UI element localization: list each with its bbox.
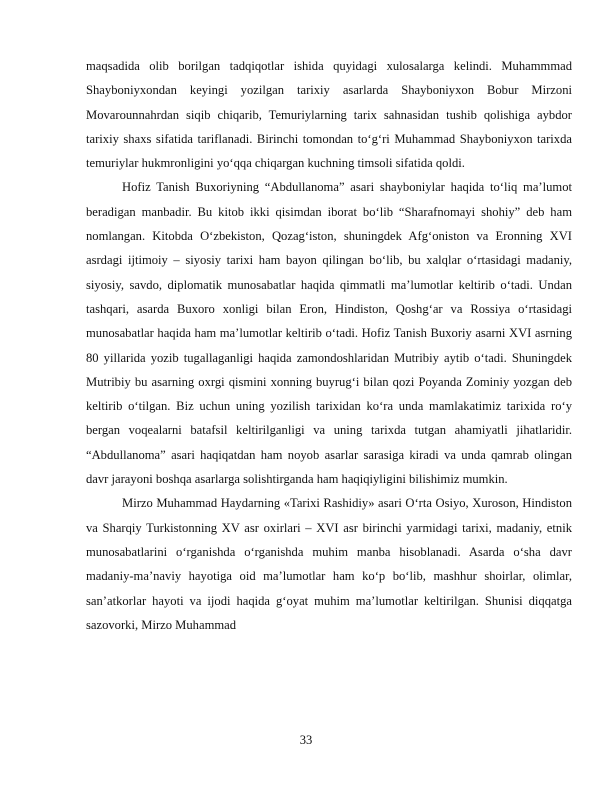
document-page [86,54,572,637]
paragraph-continuation: maqsadida olib borilgan tadqiqotlar ishida quyidagi xulosalarga kelindi. Muhammmad Shayboniyxondan keyingi yozilgan tarixiy asarlarda Shayboniyxon Bobur Mirzoni Movarounnahrdan siqib chiqarib, Temuriylarning tarix sahnasidan tushib qolishiga aybdor tarixiy shaxs sifatida tariflanadi. Birinchi tomondan to‘g‘ri Muhammad Shayboniyxon tarixda temuriylar hukmronligini yo‘qqa chiqargan kuchning timsoli sifatida qoldi. [86,59,572,171]
paragraph-abdullanoma: Hofiz Tanish Buxoriyning “Abdullanoma” asari shayboniylar haqida to‘liq ma’lumot beradigan manbadir. Bu kitob ikki qisimdan iborat bo‘lib “Sharafnomayi shohiy” deb ham nomlangan. Kitobda O‘zbekiston, Qozag‘iston, shuningdek Afg‘oniston va Eronning XVI asrdagi ijtimoiy – siyosiy tarixi ham bayon qilingan bo‘lib, bu xalqlar o‘rtasidagi madaniy, siyosiy, savdo, diplomatik munosabatlar haqida qimmatli ma’lumotlar keltirib o‘tadi. Undan tashqari, asarda Buxoro xonligi bilan Eron, Hindiston, Qoshg‘ar va Rossiya o‘rtasidagi munosabatlar haqida ham ma’lumotlar keltirib o‘tadi. Hofiz Tanish Buxoriy asarni XVI asrning 80 yillarida yozib tugallaganligi haqida zamondoshlaridan Mutribiy aytib o‘tadi. Shuningdek Mutribiy bu asarning oxrgi qismini xonning buyrug‘i bilan qozi Poyanda Zominiy yozgan deb keltirib o‘tilgan. Biz uchun uning yozilish tarixidan ko‘ra unda mamlakatimiz tarixida ro‘y bergan voqealarni batafsil keltirilganligi va uning tarixda tutgan ahamiyatli jihatlaridir. “Abdullanoma” asari haqiqatdan ham noyob asarlar sarasiga kiradi va unda qamrab olingan davr jarayoni boshqa asarlarga solishtirganda ham haqiqiyligini bilishimiz mumkin. [86,180,572,487]
page-number: 33 [299,733,313,747]
paragraph-tarixi-rashidiy: Mirzo Muhammad Haydarning «Tarixi Rashidiy» asari O‘rta Osiyo, Xuroson, Hindiston va Sharqiy Turkistonning XV asr oxirlari – XVI asr birinchi yarmidagi tarixi, madaniy, etnik munosabatlarini o‘rganishda o‘rganishda muhim manba hisoblanadi. Asarda o‘sha davr madaniy-ma’naviy hayotiga oid ma’lumotlar ham ko‘p bo‘lib, mashhur shoirlar, olimlar, san’atkorlar hayoti va ijodi haqida g‘oyat muhim ma’lumotlar keltirilgan. Shunisi diqqatga sazovorki, Mirzo Muhammad [86,496,572,632]
